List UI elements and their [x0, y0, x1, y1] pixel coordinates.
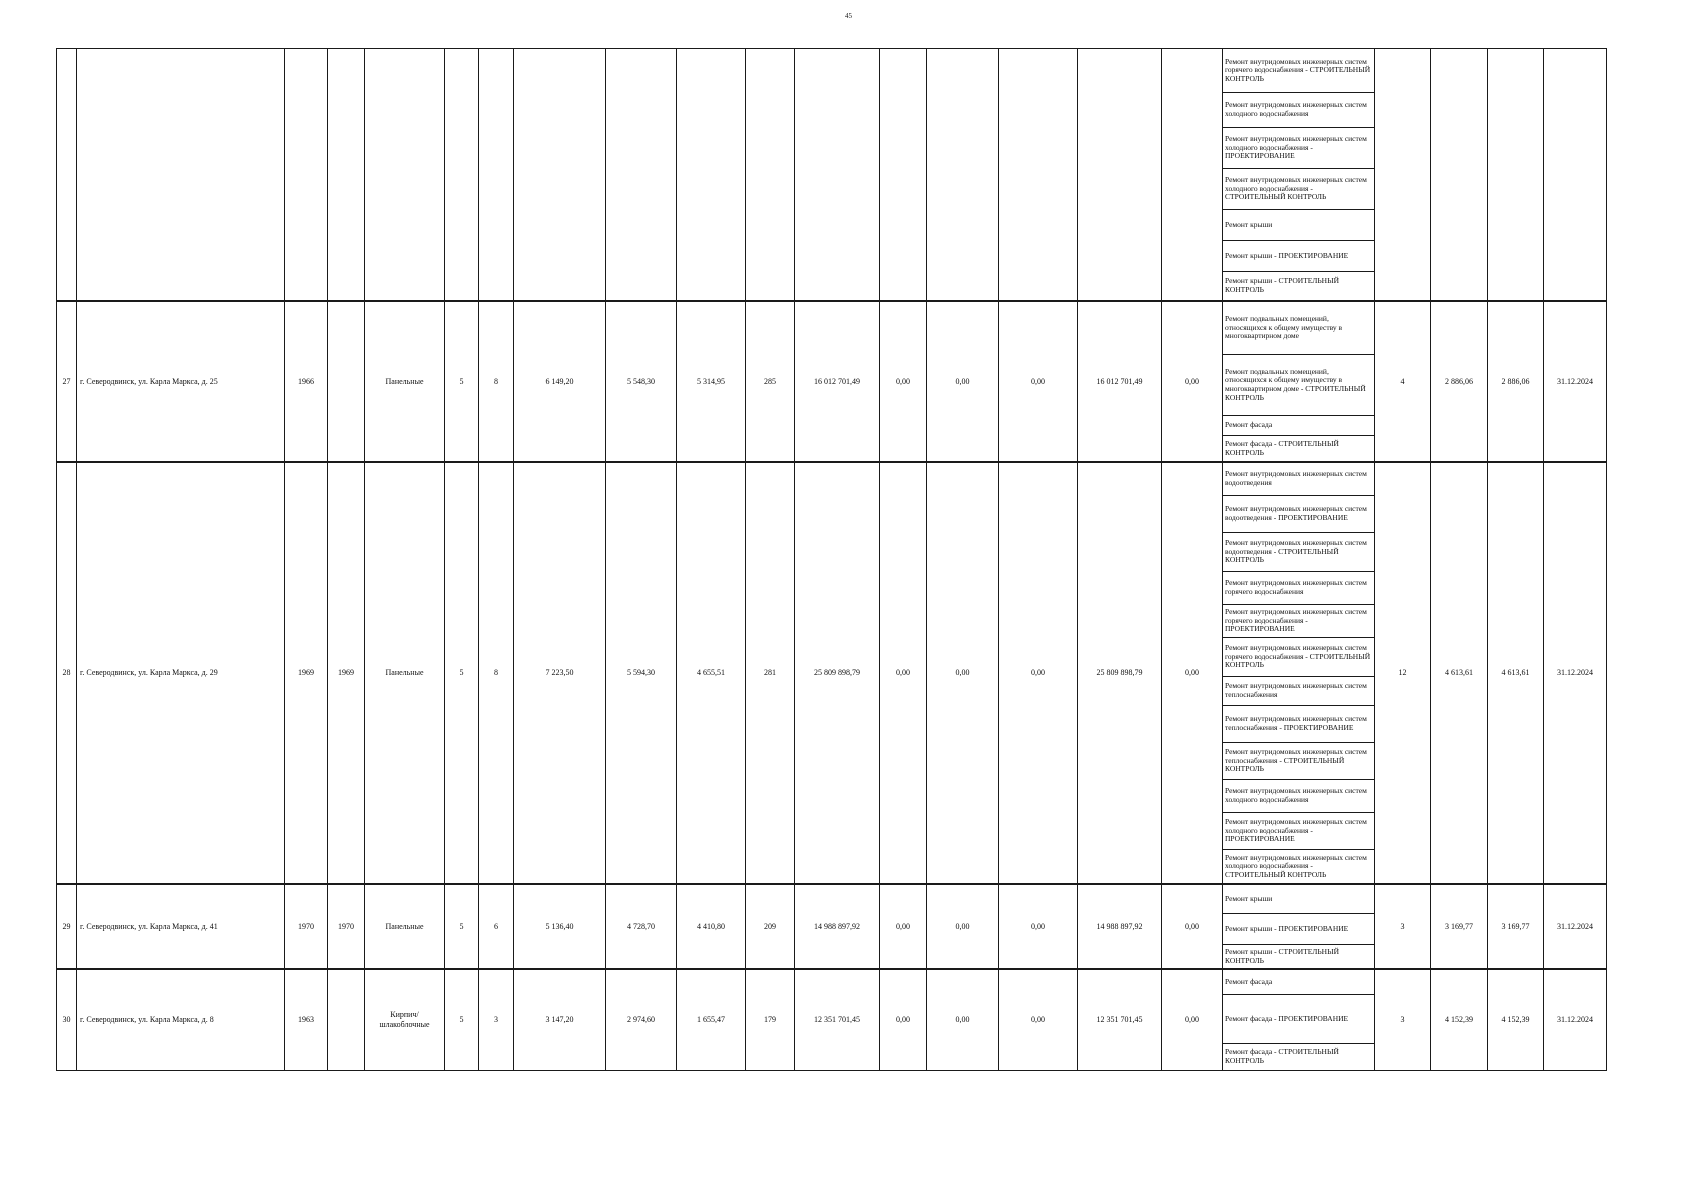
work-item: Ремонт внутридомовых инженерных систем водоотведения - ПРОЕКТИРОВАНИЕ	[1223, 496, 1375, 533]
unit-cost-cell: 4 613,61	[1431, 462, 1488, 884]
year-renovation-cell: 1969	[328, 462, 365, 884]
work-item: Ремонт подвальных помещений, относящихся к общему имуществу в многоквартирном доме	[1223, 301, 1375, 355]
area-residential-cell: 4 410,80	[677, 884, 746, 969]
work-item: Ремонт фасада - СТРОИТЕЛЬНЫЙ КОНТРОЛЬ	[1223, 1044, 1375, 1071]
residents-cell: 285	[746, 301, 795, 462]
row-number: 29	[57, 884, 77, 969]
work-item: Ремонт крыши - СТРОИТЕЛЬНЫЙ КОНТРОЛЬ	[1223, 272, 1375, 302]
fund-owners-cell: 25 809 898,79	[1078, 462, 1162, 884]
year-built-cell: 1966	[285, 301, 328, 462]
fund-other-cell: 0,00	[1162, 301, 1223, 462]
fund-owners-cell: 12 351 701,45	[1078, 969, 1162, 1071]
empty-cell	[999, 49, 1078, 302]
fund-other-cell: 0,00	[1162, 969, 1223, 1071]
work-item: Ремонт внутридомовых инженерных систем холодного водоснабжения	[1223, 780, 1375, 813]
residents-cell: 209	[746, 884, 795, 969]
residents-cell: 179	[746, 969, 795, 1071]
empty-cell	[479, 49, 514, 302]
max-unit-cost-cell: 4 613,61	[1488, 462, 1544, 884]
empty-cell	[365, 49, 445, 302]
area-living-cell: 5 548,30	[606, 301, 677, 462]
entrances-cell: 3	[479, 969, 514, 1071]
row-number: 27	[57, 301, 77, 462]
cost-total-cell: 14 988 897,92	[795, 884, 880, 969]
fund-other-cell: 0,00	[1162, 462, 1223, 884]
work-item: Ремонт внутридомовых инженерных систем теплоснабжения - СТРОИТЕЛЬНЫЙ КОНТРОЛЬ	[1223, 743, 1375, 780]
empty-cell	[445, 49, 479, 302]
work-item: Ремонт внутридомовых инженерных систем водоотведения - СТРОИТЕЛЬНЫЙ КОНТРОЛЬ	[1223, 533, 1375, 572]
area-residential-cell: 5 314,95	[677, 301, 746, 462]
deadline-cell: 31.12.2024	[1544, 462, 1607, 884]
work-item: Ремонт внутридомовых инженерных систем холодного водоснабжения - ПРОЕКТИРОВАНИЕ	[1223, 128, 1375, 169]
empty-cell	[795, 49, 880, 302]
year-renovation-cell	[328, 301, 365, 462]
fund-local-cell: 0,00	[999, 884, 1078, 969]
table-row	[57, 49, 1607, 93]
work-item: Ремонт внутридомовых инженерных систем водоотведения	[1223, 462, 1375, 496]
work-item: Ремонт крыши - ПРОЕКТИРОВАНИЕ	[1223, 241, 1375, 272]
empty-cell	[606, 49, 677, 302]
unit-cost-cell: 4 152,39	[1431, 969, 1488, 1071]
work-item: Ремонт фасада - СТРОИТЕЛЬНЫЙ КОНТРОЛЬ	[1223, 436, 1375, 463]
year-built-cell: 1970	[285, 884, 328, 969]
address-cell: г. Северодвинск, ул. Карла Маркса, д. 25	[77, 301, 285, 462]
fund-federal-cell: 0,00	[880, 301, 927, 462]
wall-material-cell: Панельные	[365, 884, 445, 969]
unit-cost-cell: 2 886,06	[1431, 301, 1488, 462]
work-item: Ремонт крыши - СТРОИТЕЛЬНЫЙ КОНТРОЛЬ	[1223, 945, 1375, 970]
fund-regional-cell: 0,00	[927, 462, 999, 884]
table-row	[57, 462, 1607, 496]
work-item: Ремонт внутридомовых инженерных систем холодного водоснабжения	[1223, 93, 1375, 128]
empty-cell	[285, 49, 328, 302]
empty-cell	[1375, 49, 1431, 302]
empty-cell	[880, 49, 927, 302]
year-built-cell: 1969	[285, 462, 328, 884]
unit-cost-cell: 3 169,77	[1431, 884, 1488, 969]
fund-regional-cell: 0,00	[927, 884, 999, 969]
area-total-cell: 6 149,20	[514, 301, 606, 462]
fund-other-cell: 0,00	[1162, 884, 1223, 969]
entrances-cell: 6	[479, 884, 514, 969]
work-item: Ремонт внутридомовых инженерных систем холодного водоснабжения - ПРОЕКТИРОВАНИЕ	[1223, 813, 1375, 850]
work-item: Ремонт внутридомовых инженерных систем холодного водоснабжения - СТРОИТЕЛЬНЫЙ КОНТРОЛЬ	[1223, 850, 1375, 885]
work-item: Ремонт крыши	[1223, 884, 1375, 914]
fund-federal-cell: 0,00	[880, 884, 927, 969]
max-unit-cost-cell: 4 152,39	[1488, 969, 1544, 1071]
table-row	[57, 969, 1607, 995]
wall-material-cell: Панельные	[365, 462, 445, 884]
fund-federal-cell: 0,00	[880, 462, 927, 884]
table-row	[57, 884, 1607, 914]
year-renovation-cell: 1970	[328, 884, 365, 969]
empty-cell	[514, 49, 606, 302]
work-item: Ремонт фасада - ПРОЕКТИРОВАНИЕ	[1223, 995, 1375, 1044]
work-item: Ремонт фасада	[1223, 416, 1375, 436]
empty-cell	[57, 49, 77, 302]
work-item: Ремонт внутридомовых инженерных систем теплоснабжения - ПРОЕКТИРОВАНИЕ	[1223, 706, 1375, 743]
floors-cell: 5	[445, 969, 479, 1071]
fund-owners-cell: 14 988 897,92	[1078, 884, 1162, 969]
fund-local-cell: 0,00	[999, 301, 1078, 462]
max-unit-cost-cell: 3 169,77	[1488, 884, 1544, 969]
repair-program-table	[56, 48, 1607, 1071]
empty-cell	[746, 49, 795, 302]
works-count-cell: 4	[1375, 301, 1431, 462]
empty-cell	[77, 49, 285, 302]
work-item: Ремонт крыши	[1223, 210, 1375, 241]
deadline-cell: 31.12.2024	[1544, 969, 1607, 1071]
area-living-cell: 5 594,30	[606, 462, 677, 884]
entrances-cell: 8	[479, 301, 514, 462]
cost-total-cell: 16 012 701,49	[795, 301, 880, 462]
floors-cell: 5	[445, 301, 479, 462]
fund-owners-cell: 16 012 701,49	[1078, 301, 1162, 462]
wall-material-cell: Кирпич/ шлакоблочные	[365, 969, 445, 1071]
row-number: 30	[57, 969, 77, 1071]
fund-regional-cell: 0,00	[927, 969, 999, 1071]
work-item: Ремонт внутридомовых инженерных систем холодного водоснабжения - СТРОИТЕЛЬНЫЙ КОНТРОЛЬ	[1223, 169, 1375, 210]
floors-cell: 5	[445, 884, 479, 969]
work-item: Ремонт внутридомовых инженерных систем горячего водоснабжения - СТРОИТЕЛЬНЫЙ КОНТРОЛЬ	[1223, 638, 1375, 677]
empty-cell	[1078, 49, 1162, 302]
wall-material-cell: Панельные	[365, 301, 445, 462]
fund-regional-cell: 0,00	[927, 301, 999, 462]
works-count-cell: 3	[1375, 969, 1431, 1071]
area-total-cell: 3 147,20	[514, 969, 606, 1071]
work-item: Ремонт внутридомовых инженерных систем горячего водоснабжения - СТРОИТЕЛЬНЫЙ КОНТРОЛЬ	[1223, 49, 1375, 93]
area-living-cell: 2 974,60	[606, 969, 677, 1071]
empty-cell	[328, 49, 365, 302]
area-living-cell: 4 728,70	[606, 884, 677, 969]
fund-local-cell: 0,00	[999, 969, 1078, 1071]
max-unit-cost-cell: 2 886,06	[1488, 301, 1544, 462]
empty-cell	[927, 49, 999, 302]
year-renovation-cell	[328, 969, 365, 1071]
floors-cell: 5	[445, 462, 479, 884]
page-number: 45	[845, 12, 852, 20]
address-cell: г. Северодвинск, ул. Карла Маркса, д. 41	[77, 884, 285, 969]
fund-local-cell: 0,00	[999, 462, 1078, 884]
deadline-cell: 31.12.2024	[1544, 301, 1607, 462]
empty-cell	[677, 49, 746, 302]
fund-federal-cell: 0,00	[880, 969, 927, 1071]
year-built-cell: 1963	[285, 969, 328, 1071]
work-item: Ремонт фасада	[1223, 969, 1375, 995]
area-total-cell: 5 136,40	[514, 884, 606, 969]
empty-cell	[1544, 49, 1607, 302]
address-cell: г. Северодвинск, ул. Карла Маркса, д. 29	[77, 462, 285, 884]
row-number: 28	[57, 462, 77, 884]
area-residential-cell: 4 655,51	[677, 462, 746, 884]
cost-total-cell: 25 809 898,79	[795, 462, 880, 884]
work-item: Ремонт подвальных помещений, относящихся к общему имуществу в многоквартирном доме - СТРОИТЕЛЬНЫЙ КОНТРОЛЬ	[1223, 355, 1375, 416]
works-count-cell: 3	[1375, 884, 1431, 969]
table-row	[57, 301, 1607, 355]
works-count-cell: 12	[1375, 462, 1431, 884]
empty-cell	[1431, 49, 1488, 302]
residents-cell: 281	[746, 462, 795, 884]
work-item: Ремонт крыши - ПРОЕКТИРОВАНИЕ	[1223, 914, 1375, 945]
work-item: Ремонт внутридомовых инженерных систем горячего водоснабжения - ПРОЕКТИРОВАНИЕ	[1223, 605, 1375, 638]
area-total-cell: 7 223,50	[514, 462, 606, 884]
work-item: Ремонт внутридомовых инженерных систем теплоснабжения	[1223, 677, 1375, 706]
deadline-cell: 31.12.2024	[1544, 884, 1607, 969]
area-residential-cell: 1 655,47	[677, 969, 746, 1071]
entrances-cell: 8	[479, 462, 514, 884]
cost-total-cell: 12 351 701,45	[795, 969, 880, 1071]
empty-cell	[1488, 49, 1544, 302]
work-item: Ремонт внутридомовых инженерных систем горячего водоснабжения	[1223, 572, 1375, 605]
address-cell: г. Северодвинск, ул. Карла Маркса, д. 8	[77, 969, 285, 1071]
empty-cell	[1162, 49, 1223, 302]
